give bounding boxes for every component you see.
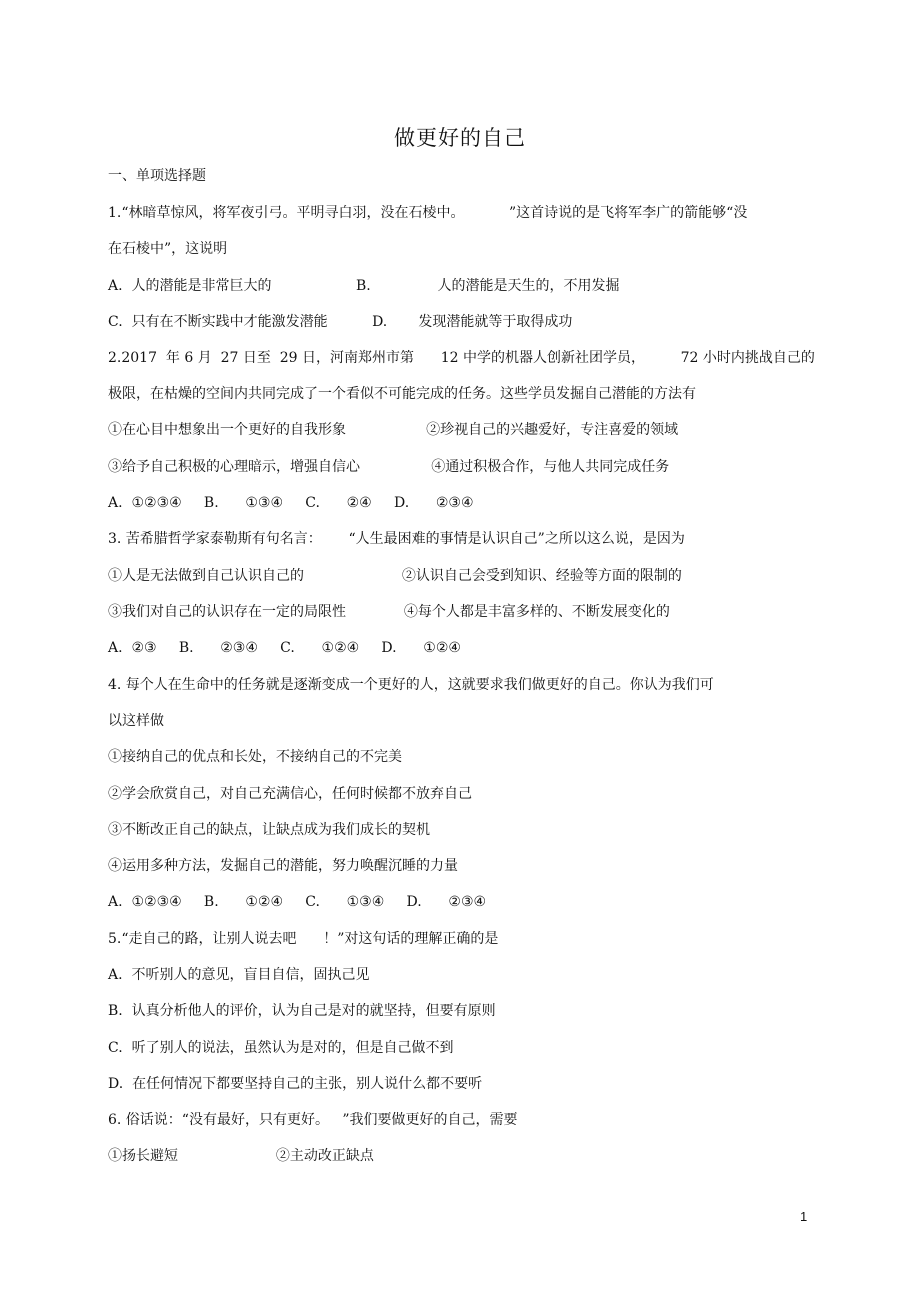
question-5-option-b: B. 认真分析他人的评价，认为自己是对的就坚持，但要有原则 [108, 1003, 496, 1019]
question-3-items-12: ①人是无法做到自己认识自己的 ②认识自己会受到知识、经验等方面的限制的 [108, 568, 682, 584]
question-6-stem: 6. 俗话说：“没有最好，只有更好。 ”我们要做更好的自己，需要 [108, 1112, 518, 1128]
question-4-item-2: ②学会欣赏自己，对自己充满信心，任何时候都不放弃自己 [108, 786, 472, 802]
question-2-items-12: ①在心目中想象出一个更好的自我形象 ②珍视自己的兴趣爱好，专注喜爱的领域 [108, 422, 679, 438]
question-3-items-34: ③我们对自己的认识存在一定的局限性 ④每个人都是丰富多样的、不断发展变化的 [108, 604, 670, 620]
question-4-item-3: ③不断改正自己的缺点，让缺点成为我们成长的契机 [108, 822, 430, 838]
question-5-option-a: A. 不听别人的意见，盲目自信，固执己见 [108, 967, 370, 983]
question-1-stem: 1.“林暗草惊风，将军夜引弓。平明寻白羽，没在石棱中。 ”这首诗说的是飞将军李广的箭能够“没 [108, 205, 748, 221]
question-1-options-cd: C. 只有在不断实践中才能激发潜能 D. 发现潜能就等于取得成功 [108, 314, 573, 330]
question-5-option-c: C. 听了别人的说法，虽然认为是对的，但是自己做不到 [108, 1040, 454, 1056]
question-3-options: A. ②③ B. ②③④ C. ①②④ D. ①②④ [108, 640, 461, 656]
document-title: 做更好的自己 [394, 126, 526, 150]
question-5-option-d: D. 在任何情况下都要坚持自己的主张，别人说什么都不要听 [108, 1076, 483, 1092]
question-4-stem: 4. 每个人在生命中的任务就是逐渐变成一个更好的人，这就要求我们做更好的自己。你认为我们可 [108, 677, 714, 693]
question-1-stem-cont: 在石棱中”，这说明 [108, 241, 228, 257]
question-3-stem: 3. 苦希腊哲学家泰勒斯有句名言： “人生最困难的事情是认识自己”之所以这么说，是因为 [108, 531, 685, 547]
question-4-item-4: ④运用多种方法，发掘自己的潜能，努力唤醒沉睡的力量 [108, 858, 458, 874]
question-5-stem: 5.“走自己的路，让别人说去吧 ！”对这句话的理解正确的是 [108, 931, 499, 947]
section-heading: 一、单项选择题 [108, 168, 206, 184]
question-2-stem-cont: 极限，在枯燥的空间内共同完成了一个看似不可能完成的任务。这些学员发掘自己潜能的方法有 [108, 386, 696, 402]
page-number: 1 [800, 1209, 808, 1224]
question-2-items-34: ③给予自己积极的心理暗示，增强自信心 ④通过积极合作，与他人共同完成任务 [108, 459, 670, 475]
question-4-stem-cont: 以这样做 [108, 713, 164, 729]
question-4-options: A. ①②③④ B. ①②④ C. ①③④ D. ②③④ [108, 894, 487, 910]
question-6-items-12: ①扬长避短 ②主动改正缺点 [108, 1148, 374, 1164]
question-2-stem: 2.2017 年 6 月 27 日至 29 日，河南郑州市第 12 中学的机器人创新社团学员， 72 小时内挑战自己的 [108, 350, 815, 366]
question-1-options-ab: A. 人的潜能是非常巨大的 B. 人的潜能是天生的，不用发掘 [108, 278, 620, 294]
question-4-item-1: ①接纳自己的优点和长处，不接纳自己的不完美 [108, 749, 402, 765]
question-2-options: A. ①②③④ B. ①③④ C. ②④ D. ②③④ [108, 495, 474, 511]
